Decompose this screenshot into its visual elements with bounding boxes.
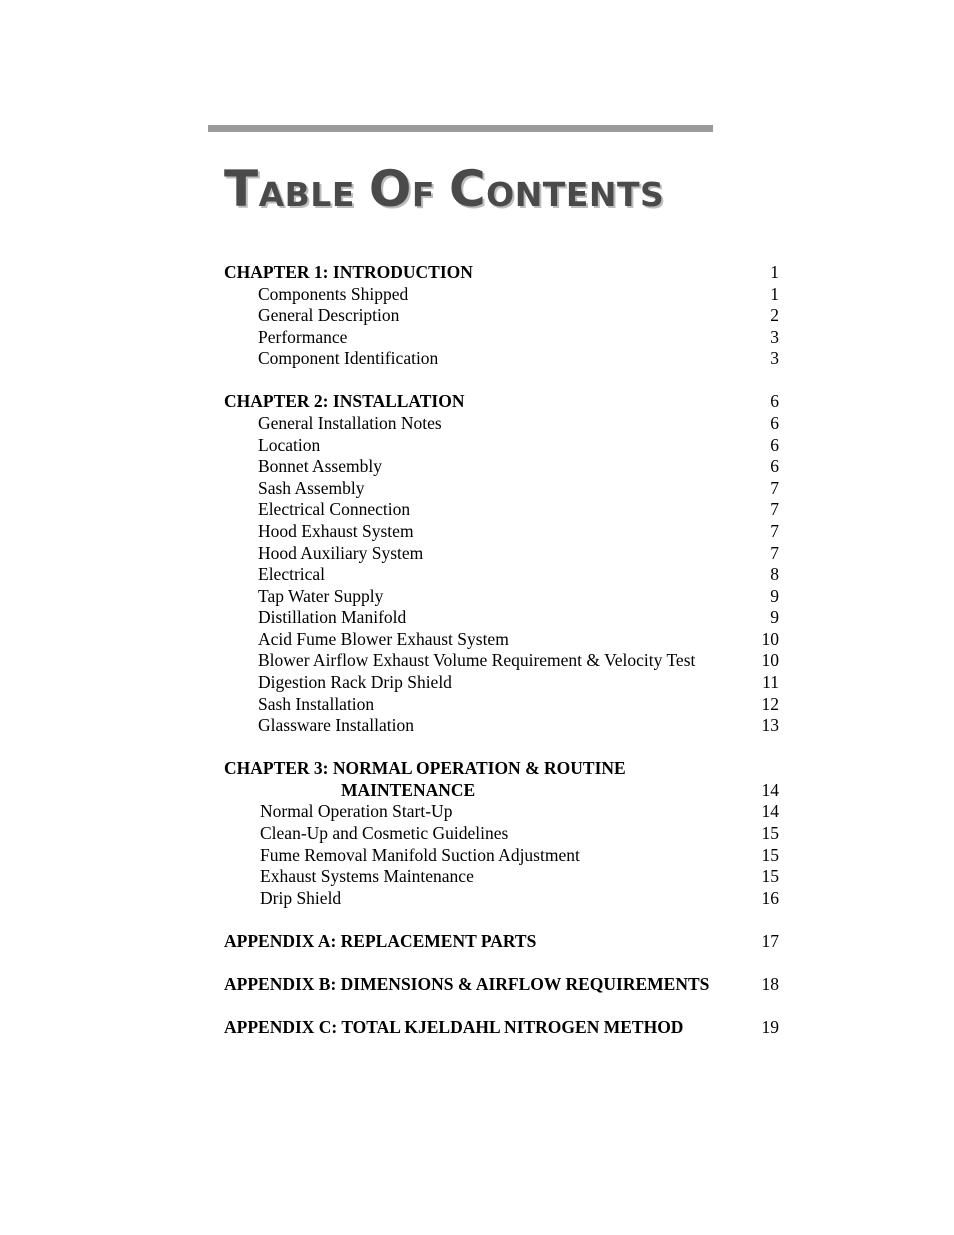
toc-page-number: 10 [761,628,779,649]
toc-page-number: 13 [761,715,779,736]
toc-page-number: 16 [761,887,779,908]
toc-entry-chapter-3-cont[interactable] [224,780,784,802]
title-initial: O [368,160,412,218]
title-initial: C [448,160,487,218]
toc-label: Bonnet Assembly [258,456,382,477]
toc-entry[interactable] [224,586,784,608]
toc-label: Fume Removal Manifold Suction Adjustment [260,844,580,865]
toc-entry-appendix-a[interactable] [224,931,784,953]
toc-label: Component Identification [258,348,439,369]
toc-heading: CHAPTER 3: NORMAL OPERATION & ROUTINE [224,758,626,779]
toc-entry[interactable] [224,629,784,651]
toc-entry[interactable] [224,823,784,845]
toc-label: Digestion Rack Drip Shield [258,672,452,693]
title-initial: T [224,160,259,218]
toc-heading: APPENDIX A: REPLACEMENT PARTS [224,930,537,951]
toc-label: Location [258,434,321,455]
toc-page-number: 19 [761,1016,779,1037]
toc-page-number: 17 [761,930,779,951]
page-title [224,160,664,218]
toc-page-number: 8 [770,564,779,585]
toc-label: Glassware Installation [258,715,414,736]
toc-entry[interactable] [224,845,784,867]
toc-entry[interactable] [224,650,784,672]
toc-label: General Description [258,305,400,326]
toc-page-number: 10 [761,650,779,671]
toc-entry-appendix-c[interactable] [224,1017,784,1039]
toc-entry-chapter-3[interactable] [224,758,784,780]
toc-page-number: 15 [761,866,779,887]
toc-page-number: 1 [770,283,779,304]
toc-entry[interactable] [224,499,784,521]
header-rule [208,125,713,132]
toc-page-number: 7 [770,520,779,541]
toc-label: Distillation Manifold [258,607,407,628]
toc-entry[interactable] [224,435,784,457]
toc-label: Tap Water Supply [258,585,384,606]
toc-page-number: 6 [770,456,779,477]
toc-page-number: 14 [761,801,779,822]
toc-page-number: 9 [770,585,779,606]
toc-entry[interactable] [224,564,784,586]
toc-label: Acid Fume Blower Exhaust System [258,628,509,649]
toc-page-number: 2 [770,305,779,326]
toc-label: Electrical [258,564,326,585]
toc-page-number: 18 [761,973,779,994]
toc-page-number: 12 [761,693,779,714]
toc-label: General Installation Notes [258,412,442,433]
toc-entry[interactable] [224,888,784,910]
toc-entry[interactable] [224,478,784,500]
toc-page-number: 7 [770,542,779,563]
toc-label: Blower Airflow Exhaust Volume Requirement & Velocity Test [258,650,696,671]
toc-page-number: 7 [770,477,779,498]
toc-page-number: 6 [770,391,779,412]
toc-entry-chapter-2[interactable] [224,391,784,413]
toc-entry[interactable] [224,715,784,737]
toc-label: Components Shipped [258,283,409,304]
toc-entry-chapter-1[interactable] [224,262,784,284]
toc-page-number: 14 [761,779,779,800]
toc-label: Clean-Up and Cosmetic Guidelines [260,823,509,844]
toc-page-number: 1 [770,262,779,282]
toc-page-number: 11 [762,672,779,693]
toc-heading: APPENDIX C: TOTAL KJELDAHL NITROGEN METHOD [224,1016,684,1037]
toc-label: Normal Operation Start-Up [260,801,453,822]
toc-page-number: 7 [770,499,779,520]
toc-entry[interactable] [224,327,784,349]
table-of-contents [224,262,784,1038]
toc-label: Exhaust Systems Maintenance [260,866,474,887]
toc-heading: CHAPTER 1: INTRODUCTION [224,262,473,282]
toc-page-number: 15 [761,823,779,844]
toc-entry[interactable] [224,801,784,823]
toc-heading-continued: MAINTENANCE [341,779,476,800]
toc-heading: APPENDIX B: DIMENSIONS & AIRFLOW REQUIREMENTS [224,973,710,994]
toc-page-number: 6 [770,434,779,455]
toc-page-number: 15 [761,844,779,865]
toc-label: Performance [258,326,348,347]
title-rest: ONTENTS [486,175,665,214]
toc-page-number: 3 [770,348,779,369]
toc-page-number: 3 [770,326,779,347]
toc-entry-appendix-b[interactable] [224,974,784,996]
toc-entry[interactable] [224,607,784,629]
toc-entry[interactable] [224,694,784,716]
toc-label: Hood Auxiliary System [258,542,424,563]
toc-entry[interactable] [224,348,784,370]
toc-label: Electrical Connection [258,499,411,520]
toc-page-number: 9 [770,607,779,628]
toc-heading: CHAPTER 2: INSTALLATION [224,391,465,412]
toc-entry[interactable] [224,305,784,327]
title-rest: ABLE [258,175,355,214]
toc-page-number: 6 [770,412,779,433]
toc-entry[interactable] [224,672,784,694]
toc-entry[interactable] [224,543,784,565]
toc-label: Hood Exhaust System [258,520,414,541]
toc-entry[interactable] [224,456,784,478]
toc-label: Sash Assembly [258,477,365,498]
toc-label: Drip Shield [260,887,342,908]
title-rest: F [411,175,435,214]
toc-entry[interactable] [224,866,784,888]
toc-entry[interactable] [224,284,784,306]
toc-label: Sash Installation [258,693,375,714]
toc-entry[interactable] [224,413,784,435]
toc-entry[interactable] [224,521,784,543]
